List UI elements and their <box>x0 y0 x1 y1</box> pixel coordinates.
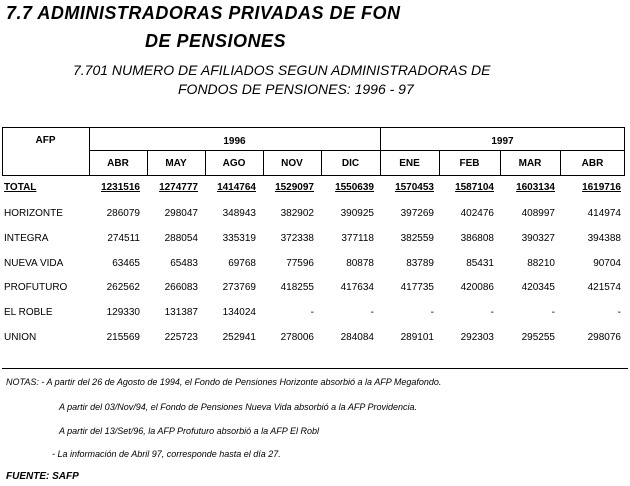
header-divider <box>89 150 625 151</box>
row-label: UNION <box>4 332 37 343</box>
table-cell: 1570453 <box>395 182 434 193</box>
table-cell: 1619716 <box>582 182 621 193</box>
table-cell: 390925 <box>340 208 374 219</box>
table-cell: 408997 <box>521 208 555 219</box>
table-cell: 65483 <box>170 258 198 269</box>
table-cell: 394388 <box>587 233 621 244</box>
table-cell: 83789 <box>406 258 434 269</box>
table-subtitle-line2: FONDOS DE PENSIONES: 1996 - 97 <box>178 81 414 97</box>
table-cell: - <box>370 307 374 318</box>
source-label: FUENTE: SAFP <box>6 471 79 482</box>
table-cell: 252941 <box>222 332 256 343</box>
table-cell: - <box>490 307 494 318</box>
table-cell: 382902 <box>280 208 314 219</box>
table-row <box>0 233 630 247</box>
row-label: INTEGRA <box>4 233 49 244</box>
note-1: NOTAS: - A partir del 26 de Agosto de 1994, el Fondo de Pensiones Horizonte absorbió a la AFP Megafondo. <box>6 377 442 387</box>
year-1996-header: 1996 <box>223 136 246 147</box>
row-label: HORIZONTE <box>4 208 63 219</box>
table-cell: 420345 <box>521 282 555 293</box>
table-cell: 414974 <box>587 208 621 219</box>
note-4: - La información de Abril 97, corresponde hasta el día 27. <box>52 449 281 459</box>
row-label: EL ROBLE <box>4 307 53 318</box>
total-row <box>0 182 630 196</box>
table-cell: 77596 <box>286 258 314 269</box>
year-1997-header: 1997 <box>491 136 514 147</box>
table-cell: 386808 <box>460 233 494 244</box>
month-header: ABR <box>107 158 129 169</box>
table-cell: 1414764 <box>217 182 256 193</box>
table-cell: 262562 <box>106 282 140 293</box>
month-header: FEB <box>459 158 480 169</box>
table-cell: 372338 <box>280 233 314 244</box>
table-cell: 298076 <box>587 332 621 343</box>
table-cell: 418255 <box>280 282 314 293</box>
table-cell: 88210 <box>527 258 555 269</box>
table-cell: 348943 <box>222 208 256 219</box>
table-cell: 69768 <box>228 258 256 269</box>
month-header: MAR <box>518 158 542 169</box>
table-cell: 298047 <box>164 208 198 219</box>
table-cell: 292303 <box>460 332 494 343</box>
table-cell: 1603134 <box>516 182 555 193</box>
page-title-line1: 7.7 ADMINISTRADORAS PRIVADAS DE FON <box>6 3 401 23</box>
table-cell: 288054 <box>164 233 198 244</box>
note-3: A partir del 13/Set/96, la AFP Profuturo absorbió a la AFP El Robl <box>59 426 319 436</box>
month-header: MAY <box>165 158 187 169</box>
table-cell: 417634 <box>340 282 374 293</box>
table-cell: 284084 <box>340 332 374 343</box>
table-cell: 129330 <box>106 307 140 318</box>
table-cell: 390327 <box>521 233 555 244</box>
table-cell: 1529097 <box>275 182 314 193</box>
table-cell: 274511 <box>107 233 140 244</box>
table-cell: - <box>617 307 621 318</box>
month-header: ABR <box>581 158 604 169</box>
table-cell: 266083 <box>164 282 198 293</box>
table-cell: 1587104 <box>455 182 494 193</box>
note-2: A partir del 03/Nov/94, el Fondo de Pensiones Nueva Vida absorbió a la AFP Providencia. <box>59 402 418 412</box>
table-cell: - <box>551 307 555 318</box>
month-header: ENE <box>399 158 420 169</box>
table-cell: 273769 <box>222 282 256 293</box>
table-cell: 417735 <box>400 282 434 293</box>
table-cell: 286079 <box>106 208 140 219</box>
table-cell: 215569 <box>106 332 140 343</box>
table-cell: - <box>310 307 314 318</box>
table-cell: 80878 <box>346 258 374 269</box>
table-cell: 225723 <box>164 332 198 343</box>
row-label: TOTAL <box>4 182 37 193</box>
table-cell: 402476 <box>460 208 494 219</box>
table-cell: 1274777 <box>159 182 198 193</box>
table-cell: 397269 <box>400 208 434 219</box>
page-title-line2: DE PENSIONES <box>145 31 287 51</box>
table-cell: 420086 <box>460 282 494 293</box>
table-cell: 278006 <box>280 332 314 343</box>
table-cell: 289101 <box>400 332 434 343</box>
table-row <box>0 208 630 222</box>
month-header: NOV <box>281 158 303 169</box>
table-subtitle-line1: 7.701 NUMERO DE AFILIADOS SEGUN ADMINISTRADORAS DE <box>73 62 491 78</box>
row-label: PROFUTURO <box>4 282 68 293</box>
table-cell: 295255 <box>521 332 555 343</box>
table-cell: 131387 <box>164 307 198 318</box>
table-row <box>0 258 630 272</box>
table-cell: 90704 <box>593 258 621 269</box>
notes-divider <box>2 368 628 369</box>
table-cell: - <box>430 307 434 318</box>
table-cell: 382559 <box>400 233 434 244</box>
month-header: AGO <box>222 158 246 169</box>
table-cell: 335319 <box>222 233 256 244</box>
table-cell: 1231516 <box>101 182 140 193</box>
table-cell: 1550639 <box>335 182 374 193</box>
table-cell: 63465 <box>112 258 140 269</box>
table-cell: 421574 <box>587 282 621 293</box>
afp-header: AFP <box>35 135 56 146</box>
row-label: NUEVA VIDA <box>4 258 64 269</box>
table-row <box>0 307 630 321</box>
table-row <box>0 282 630 296</box>
month-header: DIC <box>341 158 360 169</box>
table-row <box>0 332 630 346</box>
table-cell: 134024 <box>222 307 256 318</box>
table-cell: 377118 <box>341 233 374 244</box>
table-cell: 85431 <box>466 258 494 269</box>
